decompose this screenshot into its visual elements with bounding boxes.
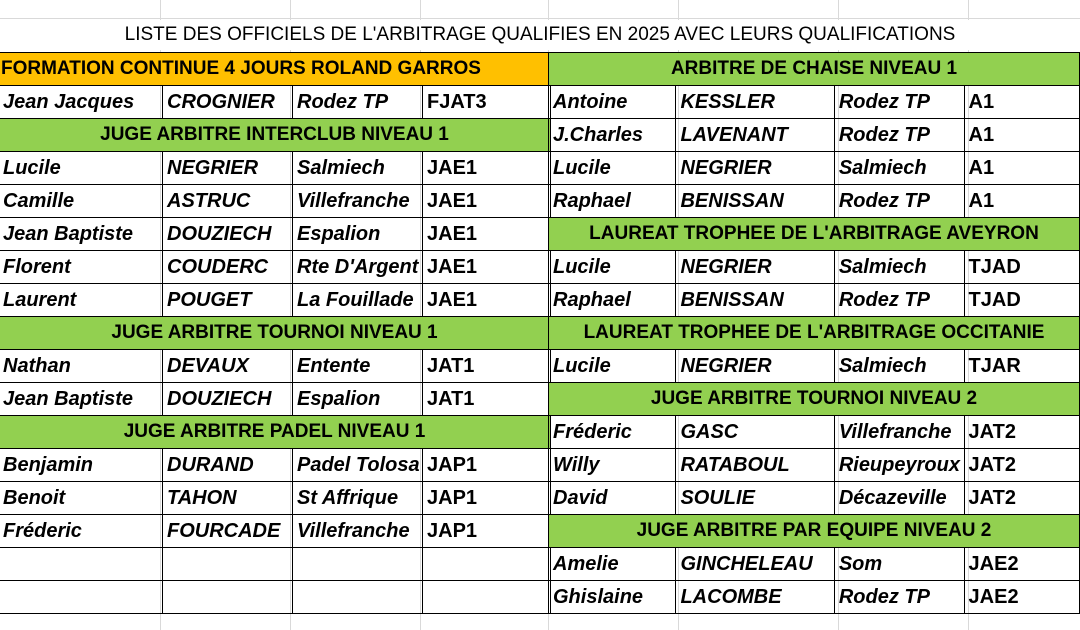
first-name-cell[interactable]: Nathan: [0, 350, 163, 383]
club-cell[interactable]: La Fouillade: [293, 284, 423, 317]
first-name-cell[interactable]: [0, 548, 163, 581]
section-header[interactable]: JUGE ARBITRE TOURNOI NIVEAU 1: [0, 317, 551, 350]
club-cell[interactable]: Rodez TP: [834, 119, 964, 152]
club-cell[interactable]: Décazeville: [834, 482, 964, 515]
qualification-cell[interactable]: JAT1: [423, 383, 551, 416]
qualification-cell[interactable]: [423, 581, 551, 614]
qualification-cell[interactable]: JAP1: [423, 449, 551, 482]
official-row: [549, 548, 1080, 581]
last-name-cell[interactable]: [163, 548, 293, 581]
section-header[interactable]: ARBITRE DE CHAISE NIVEAU 1: [549, 53, 1080, 86]
club-cell[interactable]: [293, 548, 423, 581]
first-name-cell[interactable]: Willy: [549, 449, 676, 482]
official-row: [0, 284, 551, 317]
qualification-cell[interactable]: JAT2: [964, 449, 1079, 482]
club-cell[interactable]: Rodez TP: [834, 86, 964, 119]
qualification-cell[interactable]: [423, 548, 551, 581]
gridline: [0, 18, 1080, 19]
section-header-row: [0, 119, 551, 152]
qualification-cell[interactable]: JAE1: [423, 284, 551, 317]
qualification-cell[interactable]: TJAD: [964, 284, 1079, 317]
qualification-cell[interactable]: JAP1: [423, 515, 551, 548]
last-name-cell[interactable]: GASC: [676, 416, 834, 449]
official-row: [549, 482, 1080, 515]
club-cell[interactable]: Salmiech: [834, 152, 964, 185]
last-name-cell[interactable]: BENISSAN: [676, 284, 834, 317]
official-row: [549, 416, 1080, 449]
first-name-cell[interactable]: Fréderic: [549, 416, 676, 449]
last-name-cell[interactable]: BENISSAN: [676, 185, 834, 218]
club-cell[interactable]: Villefranche: [834, 416, 964, 449]
official-row: [0, 350, 551, 383]
qualification-cell[interactable]: JAE2: [964, 581, 1079, 614]
section-header-row: [0, 416, 551, 449]
official-row: [0, 548, 551, 581]
qualification-cell[interactable]: JAP1: [423, 482, 551, 515]
first-name-cell[interactable]: Raphael: [549, 284, 676, 317]
first-name-cell[interactable]: Antoine: [549, 86, 676, 119]
section-header-row: [0, 317, 551, 350]
club-cell[interactable]: Rodez TP: [834, 581, 964, 614]
section-header[interactable]: LAUREAT TROPHEE DE L'ARBITRAGE AVEYRON: [549, 218, 1080, 251]
qualification-cell[interactable]: JAE1: [423, 251, 551, 284]
first-name-cell[interactable]: Laurent: [0, 284, 163, 317]
qualification-cell[interactable]: A1: [964, 152, 1079, 185]
first-name-cell[interactable]: Lucile: [0, 152, 163, 185]
qualification-cell[interactable]: JAT1: [423, 350, 551, 383]
last-name-cell[interactable]: KESSLER: [676, 86, 834, 119]
qualification-cell[interactable]: TJAR: [964, 350, 1079, 383]
sheet-title[interactable]: LISTE DES OFFICIELS DE L'ARBITRAGE QUALIFIES EN 2025 AVEC LEURS QUALIFICATIONS: [0, 20, 1080, 50]
qualification-cell[interactable]: JAT2: [964, 482, 1079, 515]
section-header[interactable]: LAUREAT TROPHEE DE L'ARBITRAGE OCCITANIE: [549, 317, 1080, 350]
last-name-cell[interactable]: LACOMBE: [676, 581, 834, 614]
club-cell[interactable]: [293, 581, 423, 614]
qualification-cell[interactable]: A1: [964, 119, 1079, 152]
official-row: [0, 383, 551, 416]
section-header-row: [549, 53, 1080, 86]
last-name-cell[interactable]: POUGET: [163, 284, 293, 317]
section-header[interactable]: FORMATION CONTINUE 4 JOURS ROLAND GARROS: [0, 53, 551, 86]
last-name-cell[interactable]: DEVAUX: [163, 350, 293, 383]
official-row: [549, 350, 1080, 383]
first-name-cell[interactable]: Benjamin: [0, 449, 163, 482]
first-name-cell[interactable]: Amelie: [549, 548, 676, 581]
last-name-cell[interactable]: NEGRIER: [676, 350, 834, 383]
section-header-row: [549, 515, 1080, 548]
club-cell[interactable]: St Affrique: [293, 482, 423, 515]
section-header-row: [549, 317, 1080, 350]
club-cell[interactable]: Villefranche: [293, 515, 423, 548]
official-row: [0, 251, 551, 284]
first-name-cell[interactable]: Jean Jacques: [0, 86, 163, 119]
club-cell[interactable]: Rte D'Argent: [293, 251, 423, 284]
section-header-row: [549, 218, 1080, 251]
first-name-cell[interactable]: Lucile: [549, 251, 676, 284]
qualification-cell[interactable]: JAE1: [423, 152, 551, 185]
section-header[interactable]: JUGE ARBITRE TOURNOI NIVEAU 2: [549, 383, 1080, 416]
first-name-cell[interactable]: Ghislaine: [549, 581, 676, 614]
last-name-cell[interactable]: COUDERC: [163, 251, 293, 284]
last-name-cell[interactable]: NEGRIER: [676, 152, 834, 185]
official-row: [0, 482, 551, 515]
official-row: [0, 515, 551, 548]
last-name-cell[interactable]: SOULIE: [676, 482, 834, 515]
right-officials-table: [548, 52, 1080, 614]
first-name-cell[interactable]: Fréderic: [0, 515, 163, 548]
qualification-cell[interactable]: JAE1: [423, 218, 551, 251]
first-name-cell[interactable]: Raphael: [549, 185, 676, 218]
first-name-cell[interactable]: Benoit: [0, 482, 163, 515]
qualification-cell[interactable]: A1: [964, 86, 1079, 119]
official-row: [549, 86, 1080, 119]
club-cell[interactable]: Espalion: [293, 218, 423, 251]
club-cell[interactable]: Rieupeyroux: [834, 449, 964, 482]
last-name-cell[interactable]: DURAND: [163, 449, 293, 482]
official-row: [549, 581, 1080, 614]
club-cell[interactable]: Rodez TP: [834, 185, 964, 218]
last-name-cell[interactable]: GINCHELEAU: [676, 548, 834, 581]
first-name-cell[interactable]: [0, 581, 163, 614]
last-name-cell[interactable]: NEGRIER: [676, 251, 834, 284]
club-cell[interactable]: Espalion: [293, 383, 423, 416]
first-name-cell[interactable]: Camille: [0, 185, 163, 218]
last-name-cell[interactable]: FOURCADE: [163, 515, 293, 548]
first-name-cell[interactable]: Lucile: [549, 350, 676, 383]
last-name-cell[interactable]: [163, 581, 293, 614]
section-header-row: [0, 53, 551, 86]
official-row: [549, 449, 1080, 482]
club-cell[interactable]: Salmiech: [834, 350, 964, 383]
official-row: [0, 581, 551, 614]
official-row: [549, 185, 1080, 218]
section-header[interactable]: JUGE ARBITRE INTERCLUB NIVEAU 1: [0, 119, 551, 152]
official-row: [0, 86, 551, 119]
last-name-cell[interactable]: CROGNIER: [163, 86, 293, 119]
qualification-cell[interactable]: JAE2: [964, 548, 1079, 581]
section-header[interactable]: JUGE ARBITRE PADEL NIVEAU 1: [0, 416, 551, 449]
official-row: [0, 218, 551, 251]
qualification-cell[interactable]: TJAD: [964, 251, 1079, 284]
last-name-cell[interactable]: LAVENANT: [676, 119, 834, 152]
first-name-cell[interactable]: Jean Baptiste: [0, 383, 163, 416]
official-row: [0, 449, 551, 482]
qualification-cell[interactable]: FJAT3: [423, 86, 551, 119]
club-cell[interactable]: Salmiech: [834, 251, 964, 284]
official-row: [549, 152, 1080, 185]
first-name-cell[interactable]: Florent: [0, 251, 163, 284]
club-cell[interactable]: Salmiech: [293, 152, 423, 185]
official-row: [549, 119, 1080, 152]
club-cell[interactable]: Villefranche: [293, 185, 423, 218]
official-row: [0, 185, 551, 218]
club-cell[interactable]: Entente: [293, 350, 423, 383]
last-name-cell[interactable]: TAHON: [163, 482, 293, 515]
left-officials-table: [0, 52, 551, 614]
last-name-cell[interactable]: DOUZIECH: [163, 383, 293, 416]
club-cell[interactable]: Som: [834, 548, 964, 581]
club-cell[interactable]: Rodez TP: [293, 86, 423, 119]
club-cell[interactable]: Padel Tolosa: [293, 449, 423, 482]
club-cell[interactable]: Rodez TP: [834, 284, 964, 317]
qualification-cell[interactable]: JAT2: [964, 416, 1079, 449]
first-name-cell[interactable]: David: [549, 482, 676, 515]
qualification-cell[interactable]: JAE1: [423, 185, 551, 218]
first-name-cell[interactable]: Lucile: [549, 152, 676, 185]
last-name-cell[interactable]: NEGRIER: [163, 152, 293, 185]
official-row: [549, 284, 1080, 317]
official-row: [549, 251, 1080, 284]
official-row: [0, 152, 551, 185]
section-header[interactable]: JUGE ARBITRE PAR EQUIPE NIVEAU 2: [549, 515, 1080, 548]
last-name-cell[interactable]: RATABOUL: [676, 449, 834, 482]
first-name-cell[interactable]: Jean Baptiste: [0, 218, 163, 251]
last-name-cell[interactable]: ASTRUC: [163, 185, 293, 218]
first-name-cell[interactable]: J.Charles: [549, 119, 676, 152]
last-name-cell[interactable]: DOUZIECH: [163, 218, 293, 251]
qualification-cell[interactable]: A1: [964, 185, 1079, 218]
section-header-row: [549, 383, 1080, 416]
